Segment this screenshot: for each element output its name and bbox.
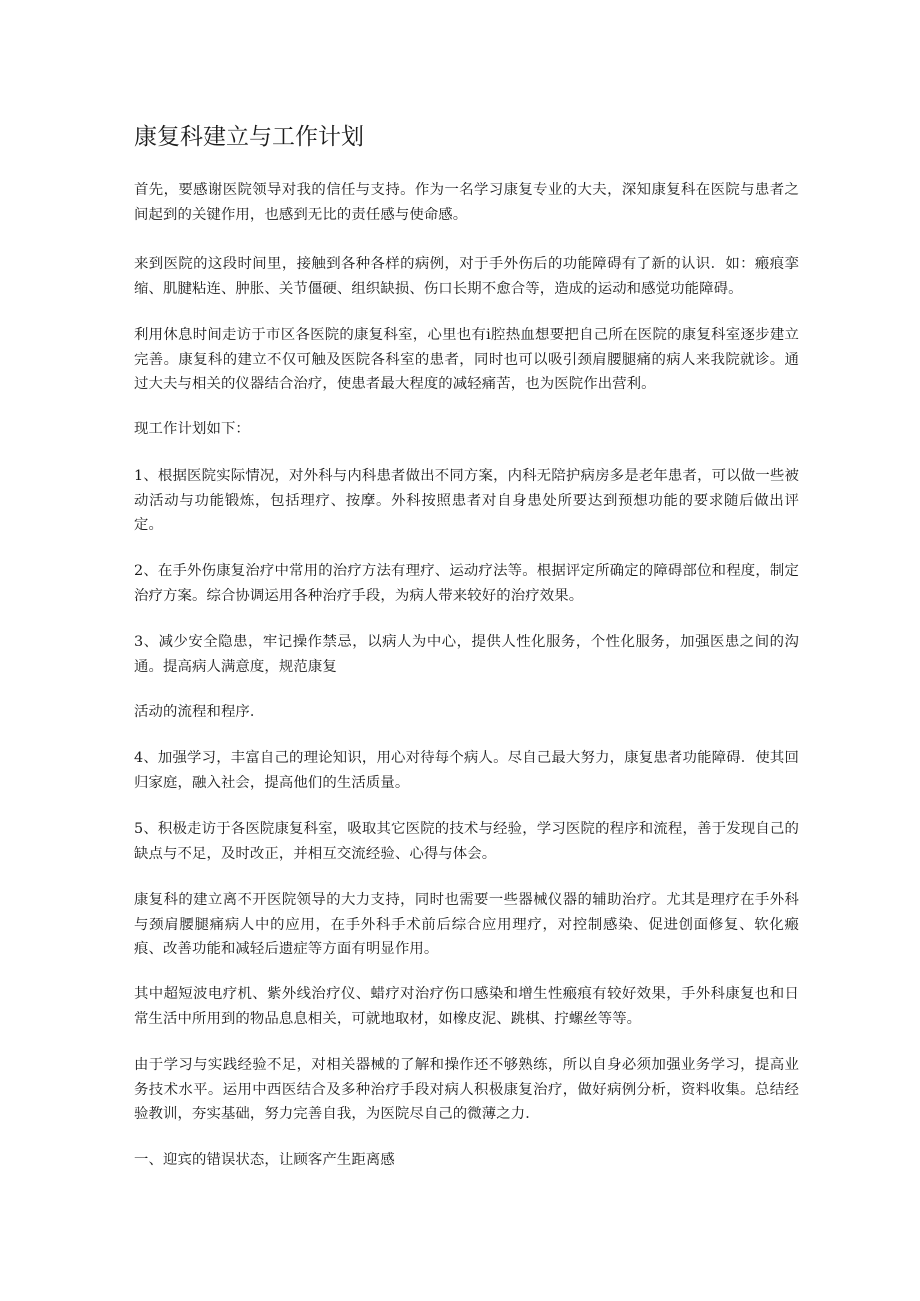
paragraph-plan-item-3-continued: 活动的流程和程序． [134,704,265,720]
paragraph-plan-item-5: 5、积极走访于各医院康复科室，吸取其它医院的技术与经验，学习医院的程序和流程，善于发现自己的缺点与不足，及时改正，并相互交流经验、心得与体会。 [134,821,799,862]
paragraph-plan-item-2: 2、在手外伤康复治疗中常用的治疗方法有理疗、运动疗法等。根据评定所确定的障碍部位和程度，制定治疗方案。综合协调运用各种治疗手段，为病人带来较好的治疗效果。 [134,563,799,604]
paragraph-case-experience: 来到医院的这段时间里，接触到各种各样的病例，对于手外伤后的功能障碍有了新的认识．如：瘢痕挛缩、肌腱粘连、肿胀、关节僵硬、组织缺损、伤口长期不愈合等，造成的运动和感觉功能障碍。 [134,256,799,297]
paragraph-department-vision: 利用休息时间走访于市区各医院的康复科室，心里也有ⅰ腔热血想要把自己所在医院的康复科室逐步建立完善。康复科的建立不仅可触及医院各科室的患者，同时也可以吸引颈肩腰腿痛的病人来我院就诊。通过大夫与相关的仪器结合治疗，使患者最大程度的减轻痛苦，也为医院作出营利。 [134,327,799,392]
paragraph-plan-intro: 现工作计划如下： [134,421,250,437]
paragraph-therapy-devices: 其中超短波电疗机、紫外线治疗仪、蜡疗对治疗伤口感染和增生性瘢痕有较好效果，手外科康复也和日常生活中所用到的物品息息相关，可就地取材，如橡皮泥、跳棋、拧螺丝等等。 [134,986,799,1027]
paragraph-equipment-support: 康复科的建立离不开医院领导的大力支持，同时也需要一些器械仪器的辅助治疗。尤其是理疗在手外科与颈肩腰腿痛病人中的应用，在手外科手术前后综合应用理疗，对控制感染、促进创面修复、软化瘢痕、改善功能和减轻后遗症等方面有明显作用。 [134,892,799,957]
paragraph-gratitude: 首先，要感谢医院领导对我的信任与支持。作为一名学习康复专业的大夫，深知康复科在医院与患者之间起到的关键作用，也感到无比的责任感与使命感。 [134,182,799,223]
paragraph-self-improvement: 由于学习与实践经验不足，对相关器械的了解和操作还不够熟练，所以自身必须加强业务学习，提高业务技术水平。运用中西医结合及多种治疗手段对病人积极康复治疗，做好病例分析，资料收集。总结经验教训，夯实基础，努力完善自我，为医院尽自己的微薄之力． [134,1057,799,1122]
paragraph-plan-item-1: 1、根据医院实际情况，对外科与内科患者做出不同方案，内科无陪护病房多是老年患者，可以做一些被动活动与功能锻炼，包括理疗、按摩。外科按照患者对自身患处所要达到预想功能的要求随后做出评定。 [134,468,799,533]
paragraph-plan-item-4: 4、加强学习，丰富自己的理论知识，用心对待每个病人。尽自己最大努力，康复患者功能障碍．使其回归家庭，融入社会，提高他们的生活质量。 [134,750,799,791]
paragraph-section-heading: 一、迎宾的错误状态，让顾客产生距离感 [134,1152,395,1168]
document-title: 康复科建立与工作计划 [134,124,364,150]
paragraph-plan-item-3: 3、减少安全隐患，牢记操作禁忌，以病人为中心，提供人性化服务，个性化服务，加强医患之间的沟通。提高病人满意度，规范康复 [134,634,799,675]
